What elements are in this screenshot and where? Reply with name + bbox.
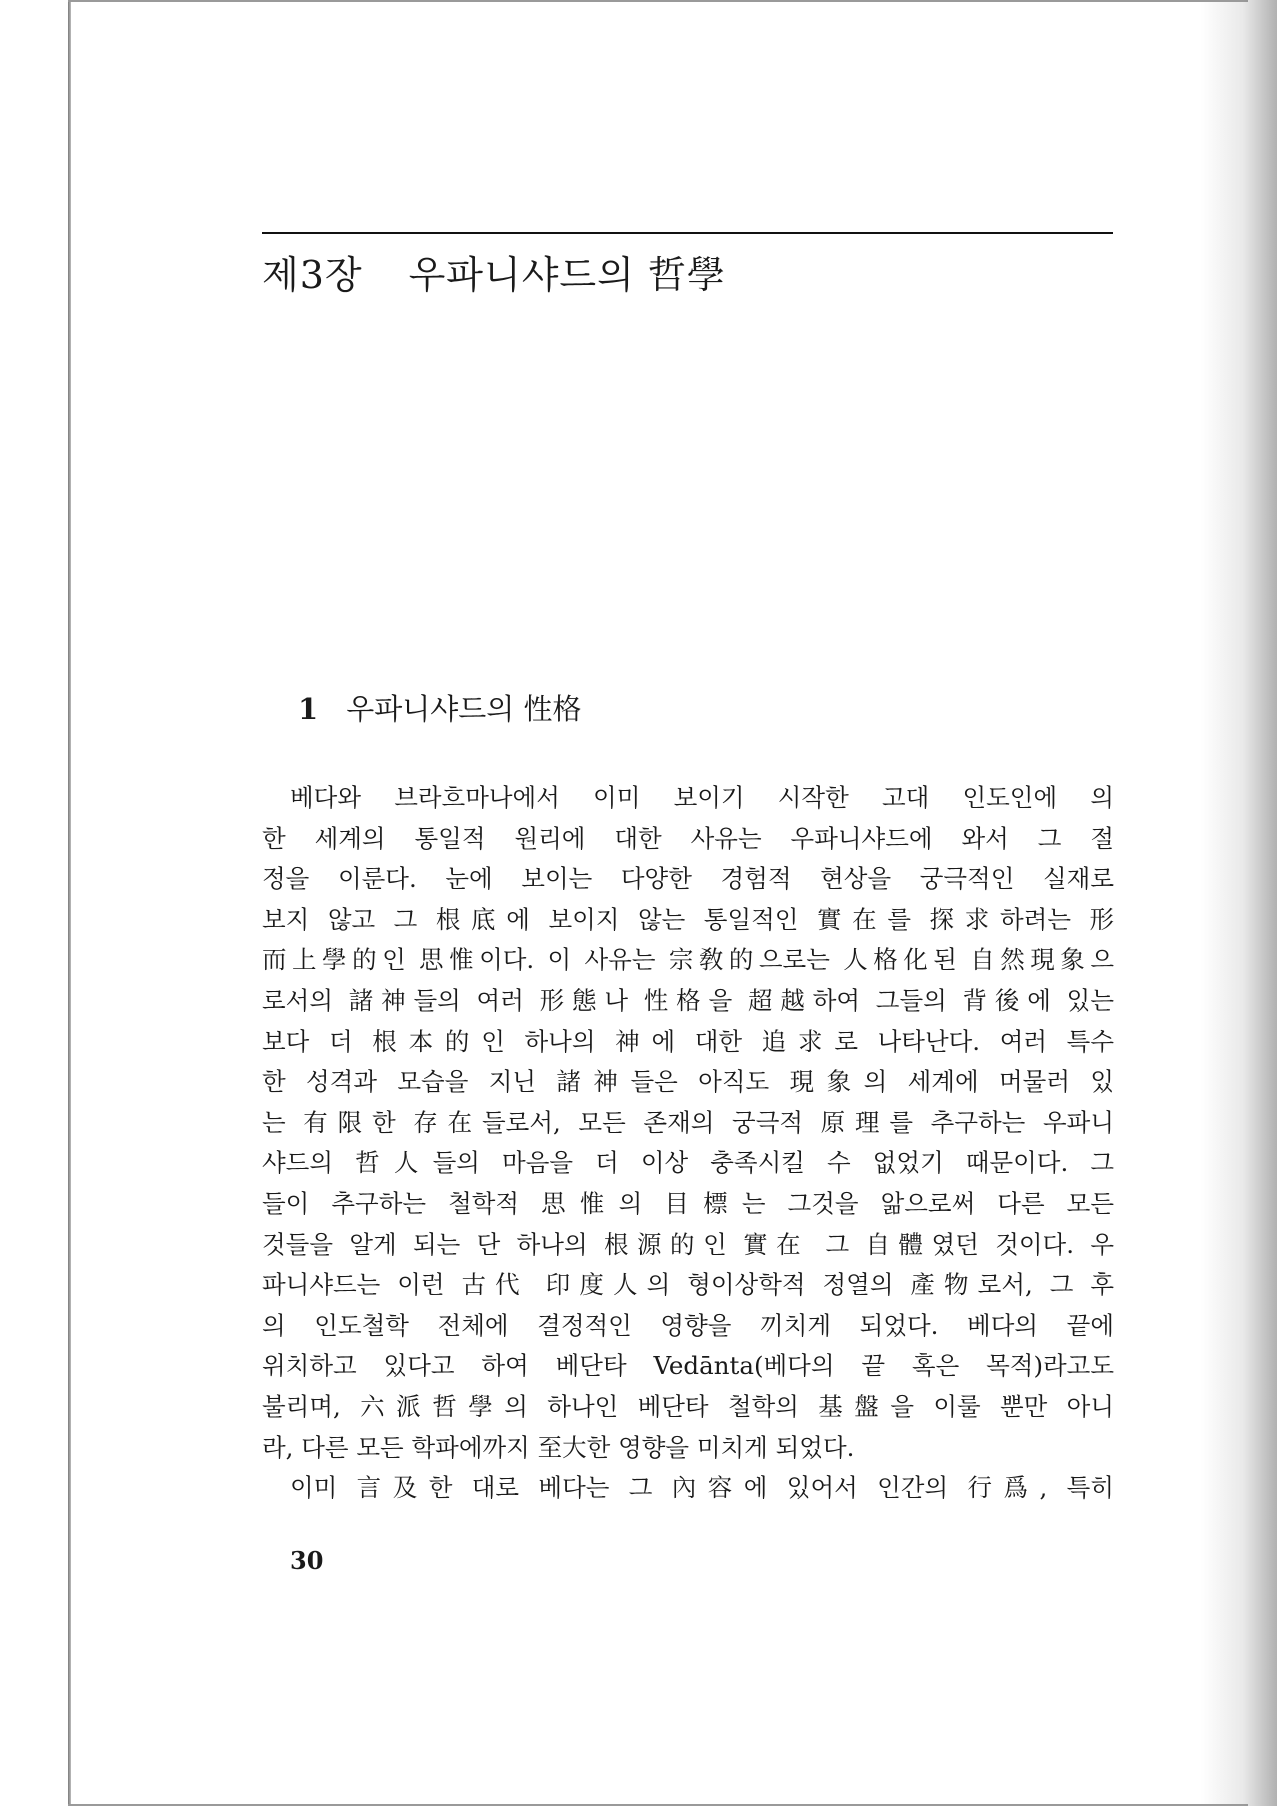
text-line: 파니샤드는 이런 古代 印度人의 형이상학적 정열의 產物로서, 그 후	[262, 1270, 1114, 1300]
body-text	[262, 778, 1114, 1509]
text-line: 의 인도철학 전체에 결정적인 영향을 끼치게 되었다. 베다의 끝에	[262, 1310, 1114, 1340]
text-line: 위치하고 있다고 하여 베단타 Vedānta(베다의 끝 혹은 목적)라고도	[262, 1351, 1114, 1381]
page-right-shadow	[1243, 0, 1277, 1806]
text-line: 들이 추구하는 철학적 思惟의 目標는 그것을 앎으로써 다른 모든	[262, 1188, 1114, 1218]
text-line: 한 세계의 통일적 원리에 대한 사유는 우파니샤드에 와서 그 절	[262, 823, 1114, 853]
text-line: 라, 다른 모든 학파에까지 至大한 영향을 미치게 되었다.	[262, 1432, 855, 1462]
text-line: 한 성격과 모습을 지닌 諸神들은 아직도 現象의 세계에 머물러 있	[262, 1067, 1114, 1097]
text-line: 것들을 알게 되는 단 하나의 根源的인 實在 그 自體였던 것이다. 우	[262, 1229, 1114, 1259]
page-number: 30	[290, 1546, 324, 1575]
text-line: 불리며, 六派哲學의 하나인 베단타 철학의 基盤을 이룰 뿐만 아니	[262, 1391, 1114, 1421]
section-heading	[298, 687, 582, 728]
chapter-heading	[262, 244, 726, 299]
text-line: 샤드의 哲人들의 마음을 더 이상 충족시킬 수 없었기 때문이다. 그	[262, 1148, 1114, 1178]
chapter-title: 우파니샤드의 哲學	[408, 253, 726, 297]
text-line: 정을 이룬다. 눈에 보이는 다양한 경험적 현상을 궁극적인 실재로	[262, 864, 1114, 894]
text-line: 보다 더 根本的인 하나의 神에 대한 追求로 나타난다. 여러 특수	[262, 1026, 1114, 1056]
chapter-rule	[262, 232, 1113, 234]
page-left-edge	[68, 0, 71, 1806]
text-line: 는 有限한 存在들로서, 모든 존재의 궁극적 原理를 추구하는 우파니	[262, 1107, 1114, 1137]
text-line: 보지 않고 그 根底에 보이지 않는 통일적인 實在를 探求하려는 形	[262, 904, 1114, 934]
text-line: 베다와 브라흐마나에서 이미 보이기 시작한 고대 인도인에 의	[290, 783, 1114, 812]
text-line: 로서의 諸神들의 여러 形態나 性格을 超越하여 그들의 背後에 있는	[262, 985, 1114, 1015]
section-number: 1	[298, 692, 319, 726]
page-top-edge	[68, 0, 1248, 2]
section-title: 우파니샤드의 性格	[346, 692, 582, 726]
text-line: 而上學的인 思惟이다. 이 사유는 宗敎的으로는 人格化된 自然現象으	[262, 945, 1114, 975]
chapter-number: 제3장	[262, 253, 363, 297]
text-line: 이미 言及한 대로 베다는 그 內容에 있어서 인간의 行爲, 특히	[290, 1473, 1114, 1503]
